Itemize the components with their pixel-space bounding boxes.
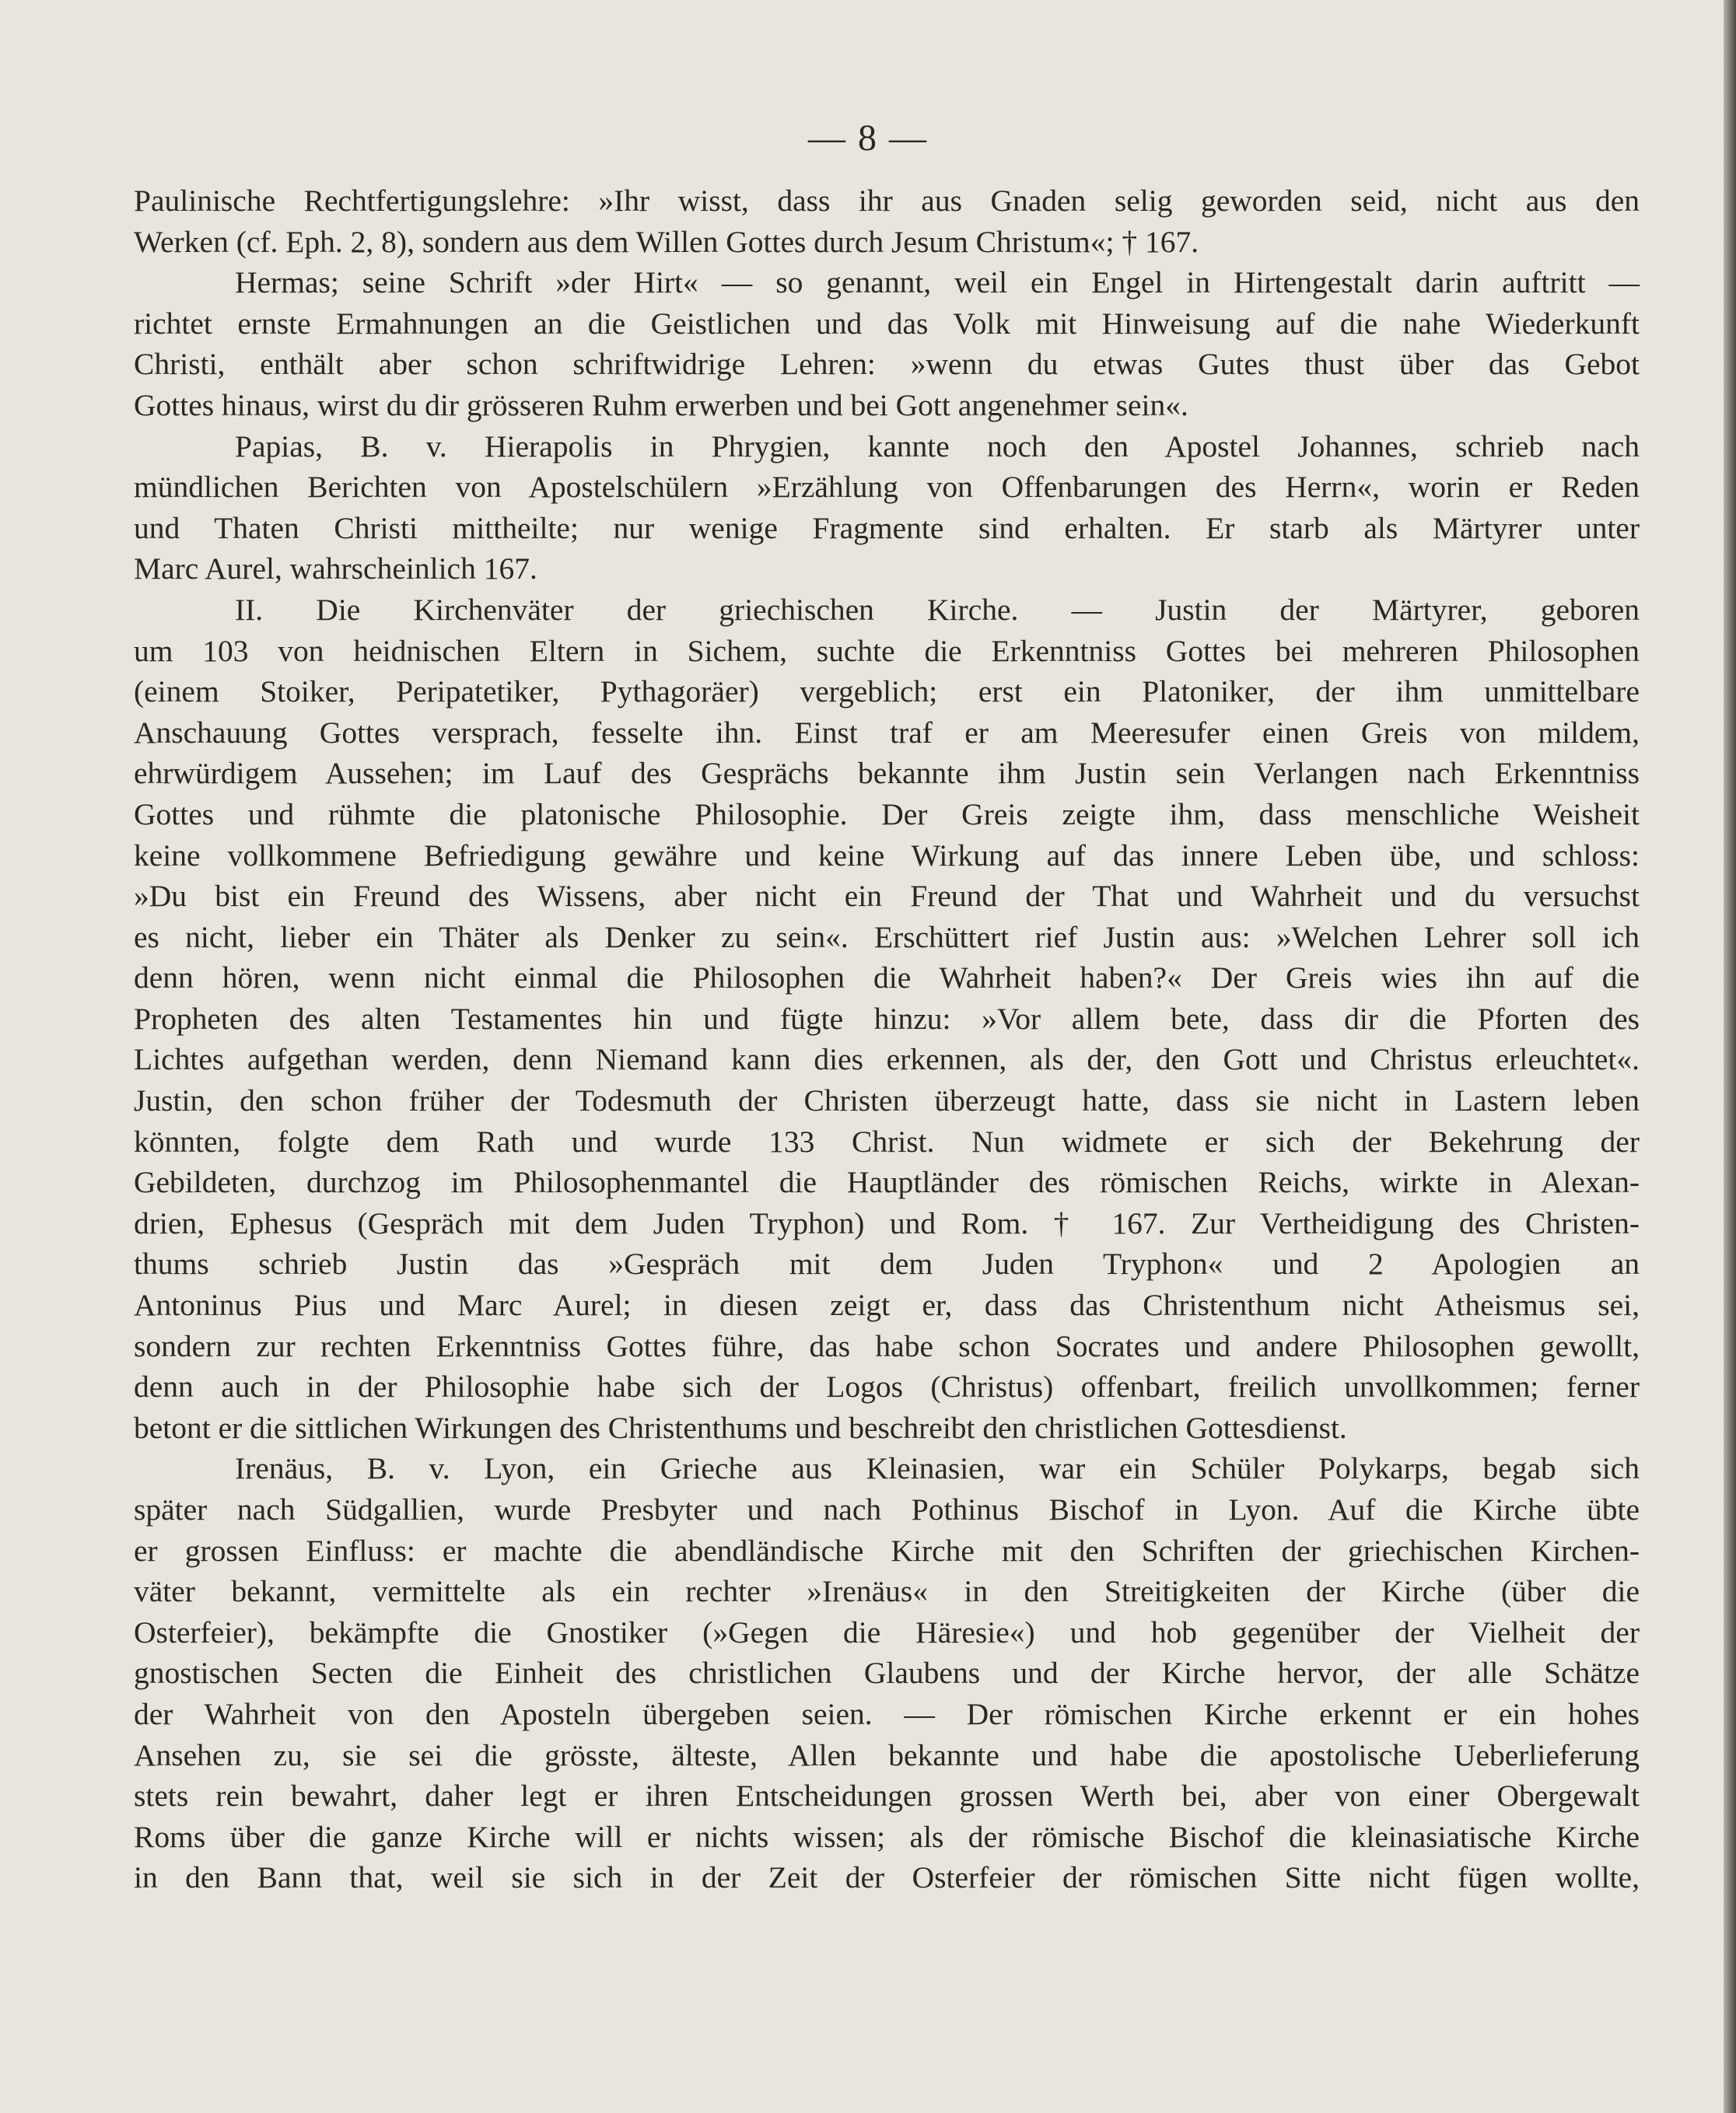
page-number: — 8 — (808, 117, 928, 159)
text-line: richtet ernste Ermahnungen an die Geistlichen und das Volk mit Hinweisung auf die nahe Wiederkunft (134, 306, 1640, 341)
text-line: mündlichen Berichten von Apostelschülern »Erzählung von Offenbarungen des Herrn«, worin er Reden (134, 470, 1640, 505)
text-line: Propheten des alten Testamentes hin und fügte hinzu: »Vor allem bete, dass dir die Pforten des (134, 1001, 1640, 1036)
text-line: II. Die Kirchenväter der griechischen Kirche. — Justin der Märtyrer, geboren (235, 592, 1640, 627)
text-line: in den Bann that, weil sie sich in der Zeit der Osterfeier der römischen Sitte nicht fügen wollte, (134, 1860, 1640, 1895)
text-line: später nach Südgallien, wurde Presbyter und nach Pothinus Bischof in Lyon. Auf die Kirche übte (134, 1492, 1640, 1527)
text-line: und Thaten Christi mittheilte; nur wenige Fragmente sind erhalten. Er starb als Märtyrer unter (134, 510, 1640, 545)
text-line: stets rein bewahrt, daher legt er ihren Entscheidungen grossen Werth bei, aber von einer Obergewalt (134, 1779, 1640, 1814)
text-line: Gebildeten, durchzog im Philosophenmantel die Hauptländer des römischen Reichs, wirkte in Alexan- (134, 1165, 1640, 1200)
text-line: Werken (cf. Eph. 2, 8), sondern aus dem Willen Gottes durch Jesum Christum«; † 167. (134, 224, 1199, 259)
text-line: Paulinische Rechtfertigungslehre: »Ihr wisst, dass ihr aus Gnaden selig geworden seid, nicht aus den (134, 184, 1640, 218)
text-line: Gottes und rühmte die platonische Philosophie. Der Greis zeigte ihm, dass menschliche Weisheit (134, 796, 1640, 831)
text-line: Gottes hinaus, wirst du dir grösseren Ruhm erwerben und bei Gott angenehmer sein«. (134, 387, 1188, 422)
text-line: Roms über die ganze Kirche will er nichts wissen; als der römische Bischof die kleinasiatische Kirche (134, 1819, 1640, 1854)
text-line: er grossen Einfluss: er machte die abendländische Kirche mit den Schriften der griechischen Kirchen- (134, 1533, 1640, 1568)
text-line: denn hören, wenn nicht einmal die Philosophen die Wahrheit haben?« Der Greis wies ihn auf die (134, 960, 1640, 995)
page-edge-shadow (1724, 0, 1736, 2113)
text-line: Anschauung Gottes versprach, fesselte ihn. Einst traf er am Meeresufer einen Greis von mildem, (134, 715, 1640, 750)
text-line: Osterfeier), bekämpfte die Gnostiker (»Gegen die Häresie«) und hob gegenüber der Vielheit der (134, 1614, 1640, 1649)
text-line: denn auch in der Philosophie habe sich der Logos (Christus) offenbart, freilich unvollkommen; ferner (134, 1370, 1640, 1405)
text-line: könnten, folgte dem Rath und wurde 133 Christ. Nun widmete er sich der Bekehrung der (134, 1124, 1640, 1159)
body-text (134, 180, 1640, 1898)
text-line: (einem Stoiker, Peripatetiker, Pythagoräer) vergeblich; erst ein Platoniker, der ihm unmittelbare (134, 674, 1640, 709)
text-line: thums schrieb Justin das »Gespräch mit dem Juden Tryphon« und 2 Apologien an (134, 1247, 1640, 1282)
text-line: Papias, B. v. Hierapolis in Phrygien, kannte noch den Apostel Johannes, schrieb nach (235, 429, 1640, 464)
text-line: Lichtes aufgethan werden, denn Niemand kann dies erkennen, als der, den Gott und Christus erleuchtet«. (134, 1042, 1640, 1077)
text-line: Marc Aurel, wahrscheinlich 167. (134, 551, 537, 586)
text-line: es nicht, lieber ein Thäter als Denker zu sein«. Erschüttert rief Justin aus: »Welchen Lehrer soll ich (134, 919, 1640, 954)
text-line: väter bekannt, vermittelte als ein rechter »Irenäus« in den Streitigkeiten der Kirche (über die (134, 1574, 1640, 1609)
text-line: Hermas; seine Schrift »der Hirt« — so genannt, weil ein Engel in Hirtengestalt darin auftritt — (235, 265, 1640, 300)
text-line: um 103 von heidnischen Eltern in Sichem, suchte die Erkenntniss Gottes bei mehreren Philosophen (134, 633, 1640, 668)
text-line: Antoninus Pius und Marc Aurel; in diesen zeigt er, dass das Christenthum nicht Atheismus sei, (134, 1288, 1640, 1323)
text-line: »Du bist ein Freund des Wissens, aber nicht ein Freund der That und Wahrheit und du versuchst (134, 879, 1640, 914)
text-line: betont er die sittlichen Wirkungen des Christenthums und beschreibt den christlichen Gottesdienst. (134, 1410, 1347, 1445)
text-line: Irenäus, B. v. Lyon, ein Grieche aus Kleinasien, war ein Schüler Polykarps, begab sich (235, 1451, 1640, 1486)
text-line: drien, Ephesus (Gespräch mit dem Juden Tryphon) und Rom. † 167. Zur Vertheidigung des Christen- (134, 1205, 1640, 1240)
text-line: ehrwürdigem Aussehen; im Lauf des Gesprächs bekannte ihm Justin sein Verlangen nach Erkenntniss (134, 756, 1640, 791)
text-line: Ansehen zu, sie sei die grösste, älteste, Allen bekannte und habe die apostolische Ueberlieferung (134, 1737, 1640, 1772)
text-line: sondern zur rechten Erkenntniss Gottes führe, das habe schon Socrates und andere Philosophen gewollt, (134, 1328, 1640, 1363)
text-line: gnostischen Secten die Einheit des christlichen Glaubens und der Kirche hervor, der alle Schätze (134, 1656, 1640, 1691)
text-line: Christi, enthält aber schon schriftwidrige Lehren: »wenn du etwas Gutes thust über das Gebot (134, 347, 1640, 382)
text-line: der Wahrheit von den Aposteln übergeben seien. — Der römischen Kirche erkennt er ein hohes (134, 1696, 1640, 1731)
text-line: Justin, den schon früher der Todesmuth der Christen überzeugt hatte, dass sie nicht in Lastern leben (134, 1083, 1640, 1118)
text-line: keine vollkommene Befriedigung gewähre und keine Wirkung auf das innere Leben übe, und schloss: (134, 838, 1640, 873)
